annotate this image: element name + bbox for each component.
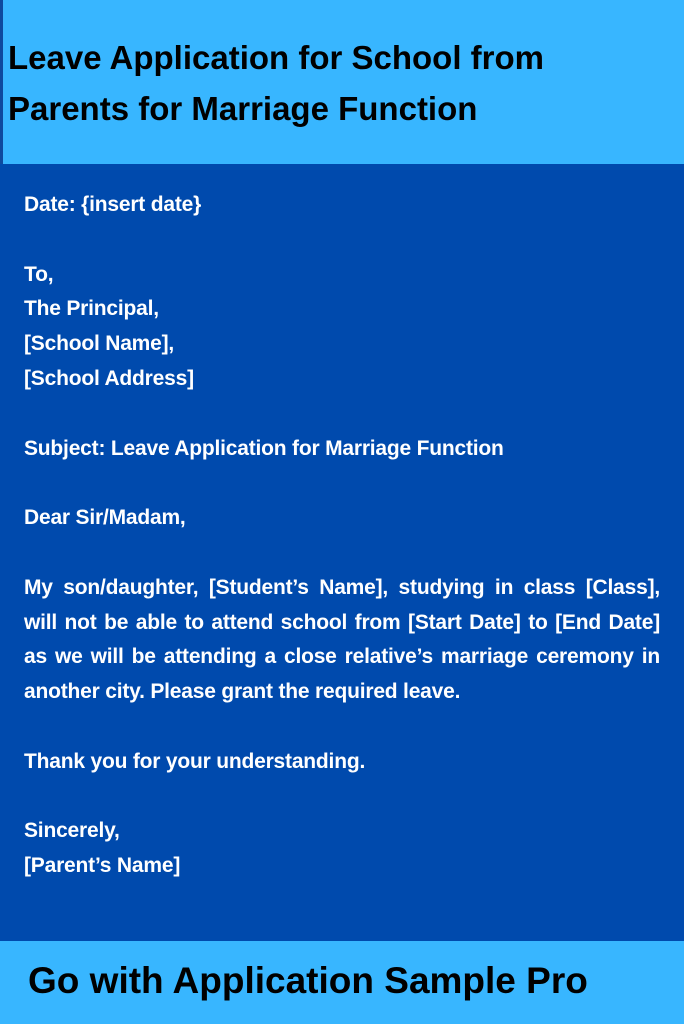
thanks-line: Thank you for your understanding. bbox=[24, 749, 366, 773]
school-name-line: [School Name], bbox=[24, 332, 175, 356]
letter-body-paragraph: My son/daughter, [Student’s Name], studying in class [Class], will not be able to attend school from [Start Date] to [End Date] as we will be attending a close relative’s marriage ceremony in another city. Please grant the required leave. bbox=[24, 575, 660, 704]
date-line: Date: {insert date} bbox=[24, 193, 202, 216]
subject-line: Subject: Leave Application for Marriage Function bbox=[24, 436, 504, 460]
letter-panel bbox=[0, 164, 684, 941]
spacer bbox=[24, 780, 660, 815]
salutation-line: Dear Sir/Madam, bbox=[24, 506, 186, 530]
to-line: To, bbox=[24, 262, 54, 286]
spacer bbox=[24, 223, 660, 258]
letter-content bbox=[24, 188, 660, 884]
spacer bbox=[24, 466, 660, 501]
recipient-line: The Principal, bbox=[24, 297, 159, 321]
closing-line: Sincerely, bbox=[24, 819, 120, 843]
signature-line: [Parent’s Name] bbox=[24, 854, 181, 878]
spacer bbox=[24, 536, 660, 571]
spacer bbox=[24, 397, 660, 432]
spacer bbox=[24, 710, 660, 745]
school-address-line: [School Address] bbox=[24, 366, 194, 390]
footer-cta-text: Go with Application Sample Pro bbox=[28, 960, 588, 1001]
header-banner bbox=[0, 0, 684, 164]
page-title: Leave Application for School from Parents for Marriage Function bbox=[8, 39, 545, 127]
footer-banner bbox=[0, 941, 684, 1024]
